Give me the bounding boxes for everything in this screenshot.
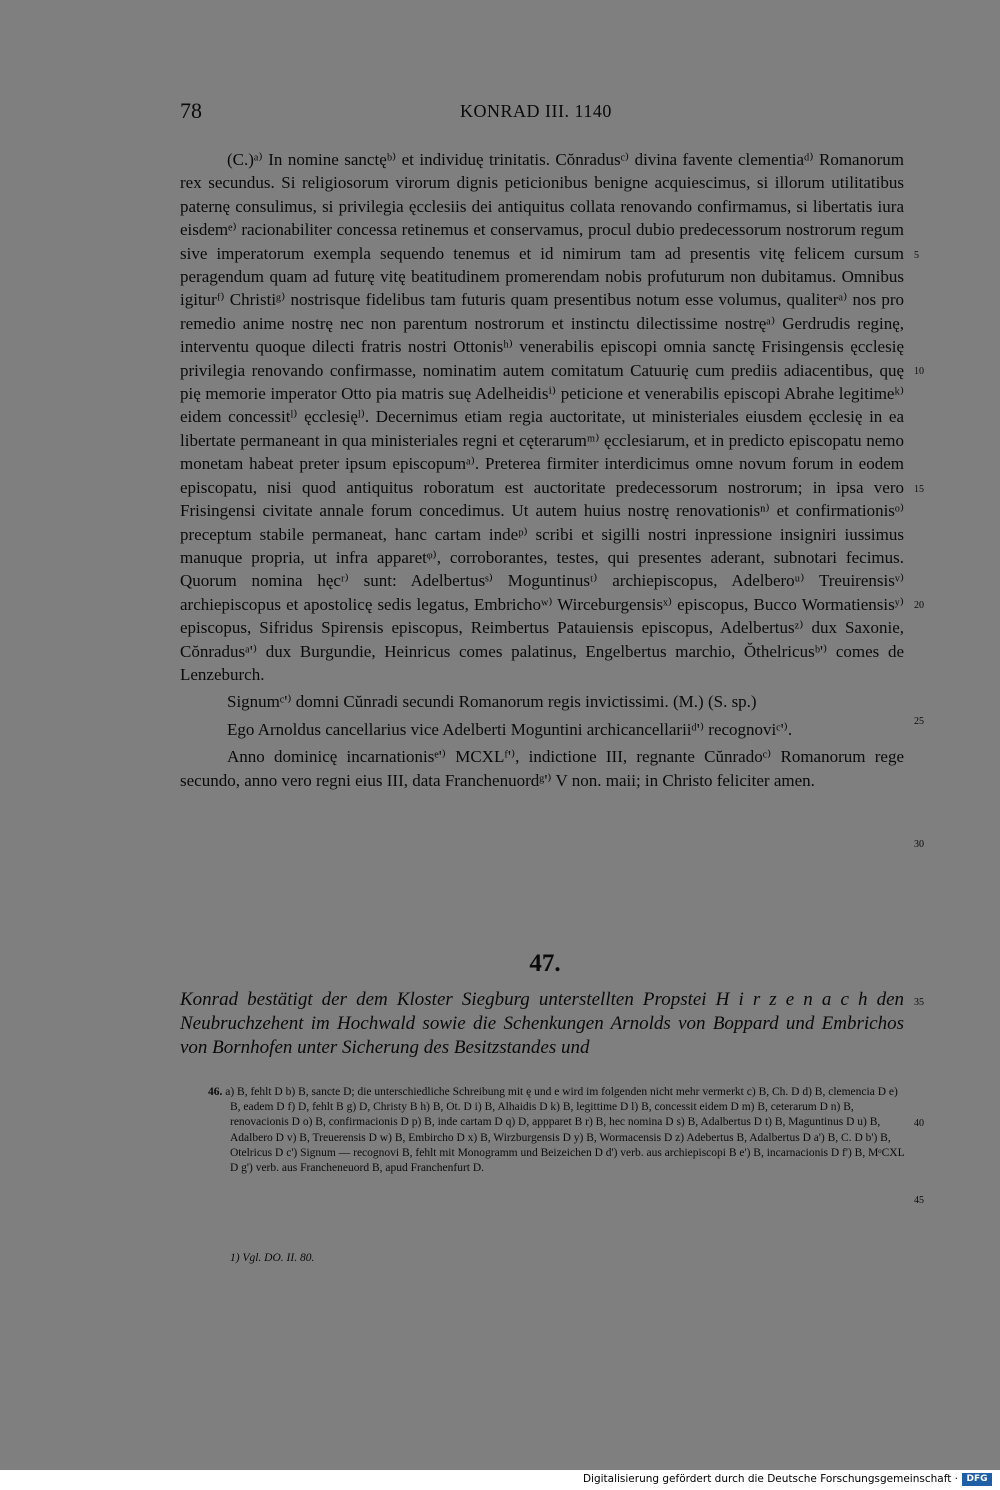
- line-number: 5: [914, 250, 919, 261]
- line-number: 30: [914, 839, 924, 850]
- line-number: 35: [914, 997, 924, 1008]
- apparatus-text: a) B, fehlt D b) B, sancte D; die unterschiedliche Schreibung mit ę und e wird im folgenden nicht mehr vermerkt c) B, Ch. D d) B, clemencia D e) B, eadem D f) D, fehlt B g) D, Christy B h) B, Ot. D i) B, Alhaidis D k) B, legittime D l) B, concessit eidem D m) B, ceterarum D n) B, renovacionis D o) B, confirmacionis D p) B, inde cartam D q) D, appparet B r) B, hec nomina D s) B, Adalbertus D t) B, Maguntinus D u) B, Adalbero D v) B, Treuerensis D w) B, Embircho D x) B, Wirzburgensis D y) B, Wormacensis D z) Adebertus B, Adalbertus D a') B, C. D b') B, Otelricus D c') Signum — recognovi B, fehlt mit Monogramm und Beizeichen D d') verb. aus archiepiscopi B e') B, incarnacionis D f') B, MᵒCXL D g') verb. aus Francheneuord B, apud Franchenfurt D.: [225, 1086, 905, 1175]
- apparatus-lead: 46.: [208, 1086, 223, 1098]
- charter-text: [180, 148, 904, 792]
- page-number: 78: [180, 98, 202, 123]
- regest-summary: Konrad bestätigt der dem Kloster Siegburg unterstellten Propstei H i r z e n a c h den Neubruchzehent im Hochwald sowie die Schenkungen Arnolds von Boppard und Embrichos von Bornhofen unter Sicherung des Besitzstandes und: [180, 989, 904, 1058]
- line-number: 40: [914, 1118, 924, 1129]
- recognition-line: Ego Arnoldus cancellarius vice Adelberti Moguntini archicancellariiᵈ'⁾ recognoviᶜ'⁾.: [227, 719, 793, 739]
- line-number: 15: [914, 484, 924, 495]
- document-number: 47.: [529, 950, 561, 977]
- funding-notice: Digitalisierung gefördert durch die Deutsche Forschungsgemeinschaft ·: [582, 1473, 958, 1485]
- charter-main-paragraph: (C.)ᵃ⁾ In nomine sanctęᵇ⁾ et individuę trinitatis. Cŏnradusᶜ⁾ divina favente clementiaᵈ⁾ Romanorum rex secundus. Si religiosorum virorum dignis peticionibus benigne acquiescimus, si illorum utilitatibus paternę consulimus, si privilegia ęcclesiis dei antiquitus collata renovando confirmamus, si libertatis iura eisdemᵉ⁾ racionabiliter concessa retinemus et conservamus, procul dubio predecessorum nostrorum regum sive imperatorum exempla sequendo tenemus et id nimirum tam ad presentis vitę felicem cursum peragendum quam ad futurę vitę beatitudinem promerendam nobis profuturum non dubitamus. Omnibus igiturᶠ⁾ Christiᵍ⁾ nostrisque fidelibus tam futuris quam presentibus notum esse volumus, qualiterᵃ⁾ nos pro remedio anime nostrę nec non parentum nostrorum et instinctu dilectissime nostręᵃ⁾ Gerdrudis reginę, interventu quoque dilecti fratris nostri Ottonisʰ⁾ venerabilis episcopi omnia sanctę Frisingensis ęcclesię privilegia renovando confirmasse, nominatim autem comitatum Catuurię cum prediis adiacentibus, quę pię memorie imperator Otto pia matris suę Adelheidisⁱ⁾ peticione et venerabilis episcopi Abrahe legitimeᵏ⁾ eidem concessitˡ⁾ ęcclesięˡ⁾. Decernimus etiam regia auctoritate, ut ministeriales eiusdem ęcclesię in ea libertate permaneant in qua ministeriales regni et cęterarumᵐ⁾ ęcclesiarum, et in predicto episcopatu nemo monetam habeat preter ipsum episcopumᵃ⁾. Preterea firmiter interdicimus omne novum forum in eodem episcopatu, nisi quod antiquitus roboratum est auctoritate predecessorum nostrorum; in ipsa vero Frisingensi civitate annale forum concedimus. Ut autem huius nostrę renovationisⁿ⁾ et confirmationisᵒ⁾ preceptum stabile permaneat, hanc cartam indeᵖ⁾ scribi et sigilli nostri inpressione insigniri iussimus manuque propria, ut infra apparetᵠ⁾, corroborantes, testes, qui presentes aderant, subnotari fecimus. Quorum nomina hęcʳ⁾ sunt: Adelbertusˢ⁾ Moguntinusᵗ⁾ archiepiscopus, Adelberoᵘ⁾ Treuirensisᵛ⁾ archiepiscopus et apostolicę sedis legatus, Embrichoʷ⁾ Wirceburgensisˣ⁾ episcopus, Bucco Wormatiensisʸ⁾ episcopus, Sifridus Spirensis episcopus, Reimbertus Patauiensis episcopus, Adelbertusᶻ⁾ dux Saxonie, Cŏnradusᵃ'⁾ dux Burgundie, Heinricus comes palatinus, Engelbertus marchio, Ŏthelricusᵇ'⁾ comes de Lenzeburch.: [180, 150, 904, 684]
- footnote: 1) Vgl. DO. II. 80.: [230, 1252, 315, 1264]
- dating-paragraph: Anno dominicę incarnationisᵉ'⁾ MCXLᶠ'⁾, indictione III, regnante Cŭnradoᶜ⁾ Romanorum rege secundo, anno vero regni eius III, data Franchenuordᵍ'⁾ V non. maii; in Christo feliciter amen.: [180, 747, 904, 790]
- critical-apparatus: [208, 1085, 908, 1176]
- line-number: 25: [914, 716, 924, 727]
- signum-line: Signumᶜ'⁾ domni Cŭnradi secundi Romanorum regis invictissimi. (M.) (S. sp.): [227, 692, 757, 712]
- line-number: 20: [914, 600, 924, 611]
- line-number: 45: [914, 1195, 924, 1206]
- running-title: KONRAD III. 1140: [460, 101, 612, 121]
- line-number: 10: [914, 366, 924, 377]
- dfg-logo-icon: DFG: [962, 1473, 992, 1486]
